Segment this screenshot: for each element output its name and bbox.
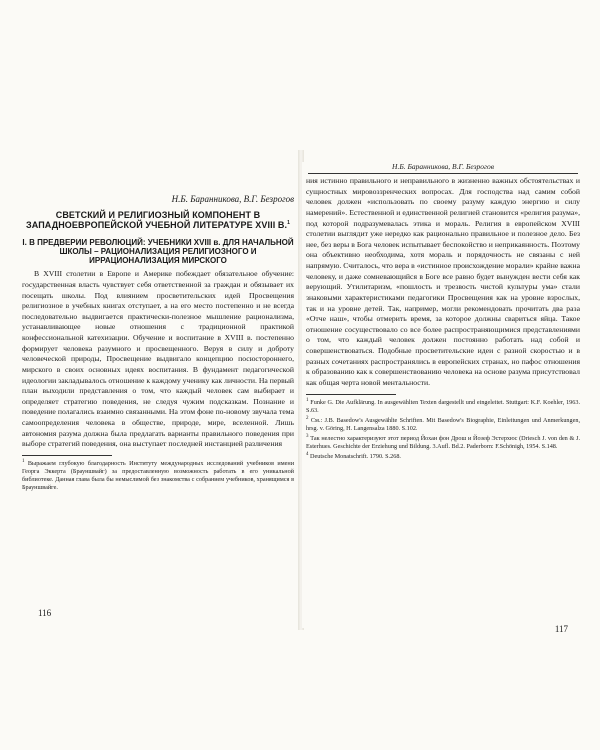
left-footnotes (22, 459, 294, 492)
right-footnotes (306, 398, 580, 462)
page-number-right: 117 (554, 624, 568, 634)
chapter-title (20, 210, 296, 231)
footnote-mark: 4 (306, 452, 309, 458)
left-paragraph: В XVIII столетии в Европе и Америке побеждает обязательное обучение: государственная власть чувствует себя ответственной за граждан и обязывает их посещать школы. Под влиянием просветительских идей Просвещения религиозное в учебных книгах отступает, а на его место постепенно и не всегда последовательно выдвигается практически-полезное мышление рационализма, устанавливающее новые отношения с традиционной практикой конфессиональной катехизации. Обучение и воспитание в XVIII в. постепенно формирует человека разумного и просвещенного. Веруя в силу и доброту человеческой природы, Просвещение выдвигало концепцию посюстороннего, мирского в своих основных идеях воспитания. В фундамент педагогической идеологии закладывалось отношение к каждому ученику как личности. На первый план выходили представления о том, что каждый человек сам выбирает и определяет стратегию поведения, не следуя чужим подсказкам. Познание и поведение полагались взаимно связанными. На этом фоне по-новому звучала тема самоопределения человека в обществе, природе, мире, вселенной. Лишь автономия разума должна была предлагать варианты правильного поведения при выборе стратегий поведения, она выступает последней инстанцией различения (22, 269, 294, 449)
footnote (306, 398, 580, 415)
footnote-mark: 1 (306, 397, 309, 403)
footnote (306, 434, 580, 451)
right-paragraph: ния истинно правильного и неправильного в жизненно важных обстоятельствах и сущностных мировоззренческих вопросах. Для господства над самим собой человек должен «использовать по своему разуму каждую энергию и силу намерений». Естественной и единственной религией становится «религия разума», под которой подразумевалась этика и мораль. Религия в европейском XVIII столетии выглядит уже нередко как рационально правильное и полезное дело. Без нее, без веры в Бога человек испытывает беспокойство и неприкаянность. Поэтому она объективно необходима, хотя мораль и порядочность не связаны с ней напрямую. Считалось, что вера в «истинное происхождение морали» крайне важна человеку, и даже сомневающийся в Боге все равно будет вынужден вести себя как верующий. Утилитаризм, «пошлость и трезвость чистой культуры ума» стали знаковыми характеристиками педагогики Просвещения как на уровне взрослых, так и на уровне детей. Так, например, могли рекомендовать прочитать два раза «Отче наш», чтобы отмерить время, за которое должны свариться яйца. Такое отношение сосуществовало со все более распространяющимися представлениями о том, что каждый человек должен постоянно работать над собой и совершенствоваться. Подобные просветительские идеи с разной скоростью и в разных сочетаниях распространялись в европейских странах, но пафос отношения к образованию как к совершенствованию человека на основе разума присутствовал как общая черта новой ментальности. (306, 176, 580, 387)
footnote-text: Funke G. Die Aufklärung. In ausgewählten Texten dargestellt und eingeleitet. Stuttgart: K.F. Koehler, 1963. S.63. (306, 398, 580, 414)
title-footnote-mark: 1 (287, 220, 291, 227)
left-body (22, 269, 294, 450)
footnote-text: Так нелестно характеризуют этот период Йохан фон Дрош и Йозеф Эстерхюс (Driesch J. von den & J. Esterhues. Geschichte der Erziehung und Bildung. 3.Aufl. Bd.2. Paderborn: F.Schönigh, 1954. S.148. (306, 434, 581, 450)
right-body (306, 176, 580, 389)
footnote (306, 416, 580, 433)
author-line: Н.Б. Баранникова, В.Г. Безрогов (171, 194, 294, 204)
section-title: I. В ПРЕДВЕРИИ РЕВОЛЮЦИЙ: УЧЕБНИКИ XVIII в. ДЛЯ НАЧАЛЬНОЙ ШКОЛЫ – РАЦИОНАЛИЗАЦИЯ РЕЛИГИОЗНОГО И ИРРАЦИОНАЛИЗАЦИЯ МИРСКОГО (22, 237, 294, 266)
left-page (18, 150, 298, 620)
footnote (22, 459, 294, 492)
footnote-mark: 2 (306, 415, 309, 421)
footnote-text: Выражаем глубокую благодарность Институту международных исследований учебников имени Георга Эккерта (Брауншвайг) за предоставленную возможность работать в его уникальной библиотеке. Данная глава была бы немыслимой без знакомства с собранием учебников, хранящимся в Брауншвайге. (22, 459, 295, 492)
footnote-text: См.: J.B. Basedow's Ausgewählte Schriften. Mit Basedow's Biographie, Einleitungen und Anmerkungen, hrsg. v. Göring, H. Langensalza 1880. S.102. (306, 416, 580, 432)
chapter-title-text: СВЕТСКИЙ И РЕЛИГИОЗНЫЙ КОМПОНЕНТ В ЗАПАДНОЕВРОПЕЙСКОЙ УЧЕБНОЙ ЛИТЕРАТУРЕ XVIII В. (25, 210, 288, 231)
running-head: Н.Б. Баранникова, В.Г. Безрогов (308, 162, 578, 174)
footnote-divider (306, 394, 396, 395)
footnote (306, 452, 580, 461)
footnote-text: Deutsche Monatschrift. 1790. S.268. (310, 453, 401, 461)
footnote-divider (22, 455, 112, 456)
page-number-left: 116 (38, 608, 52, 618)
footnote-mark: 1 (22, 458, 25, 464)
footnote-mark: 3 (306, 433, 309, 439)
right-page (302, 162, 584, 634)
